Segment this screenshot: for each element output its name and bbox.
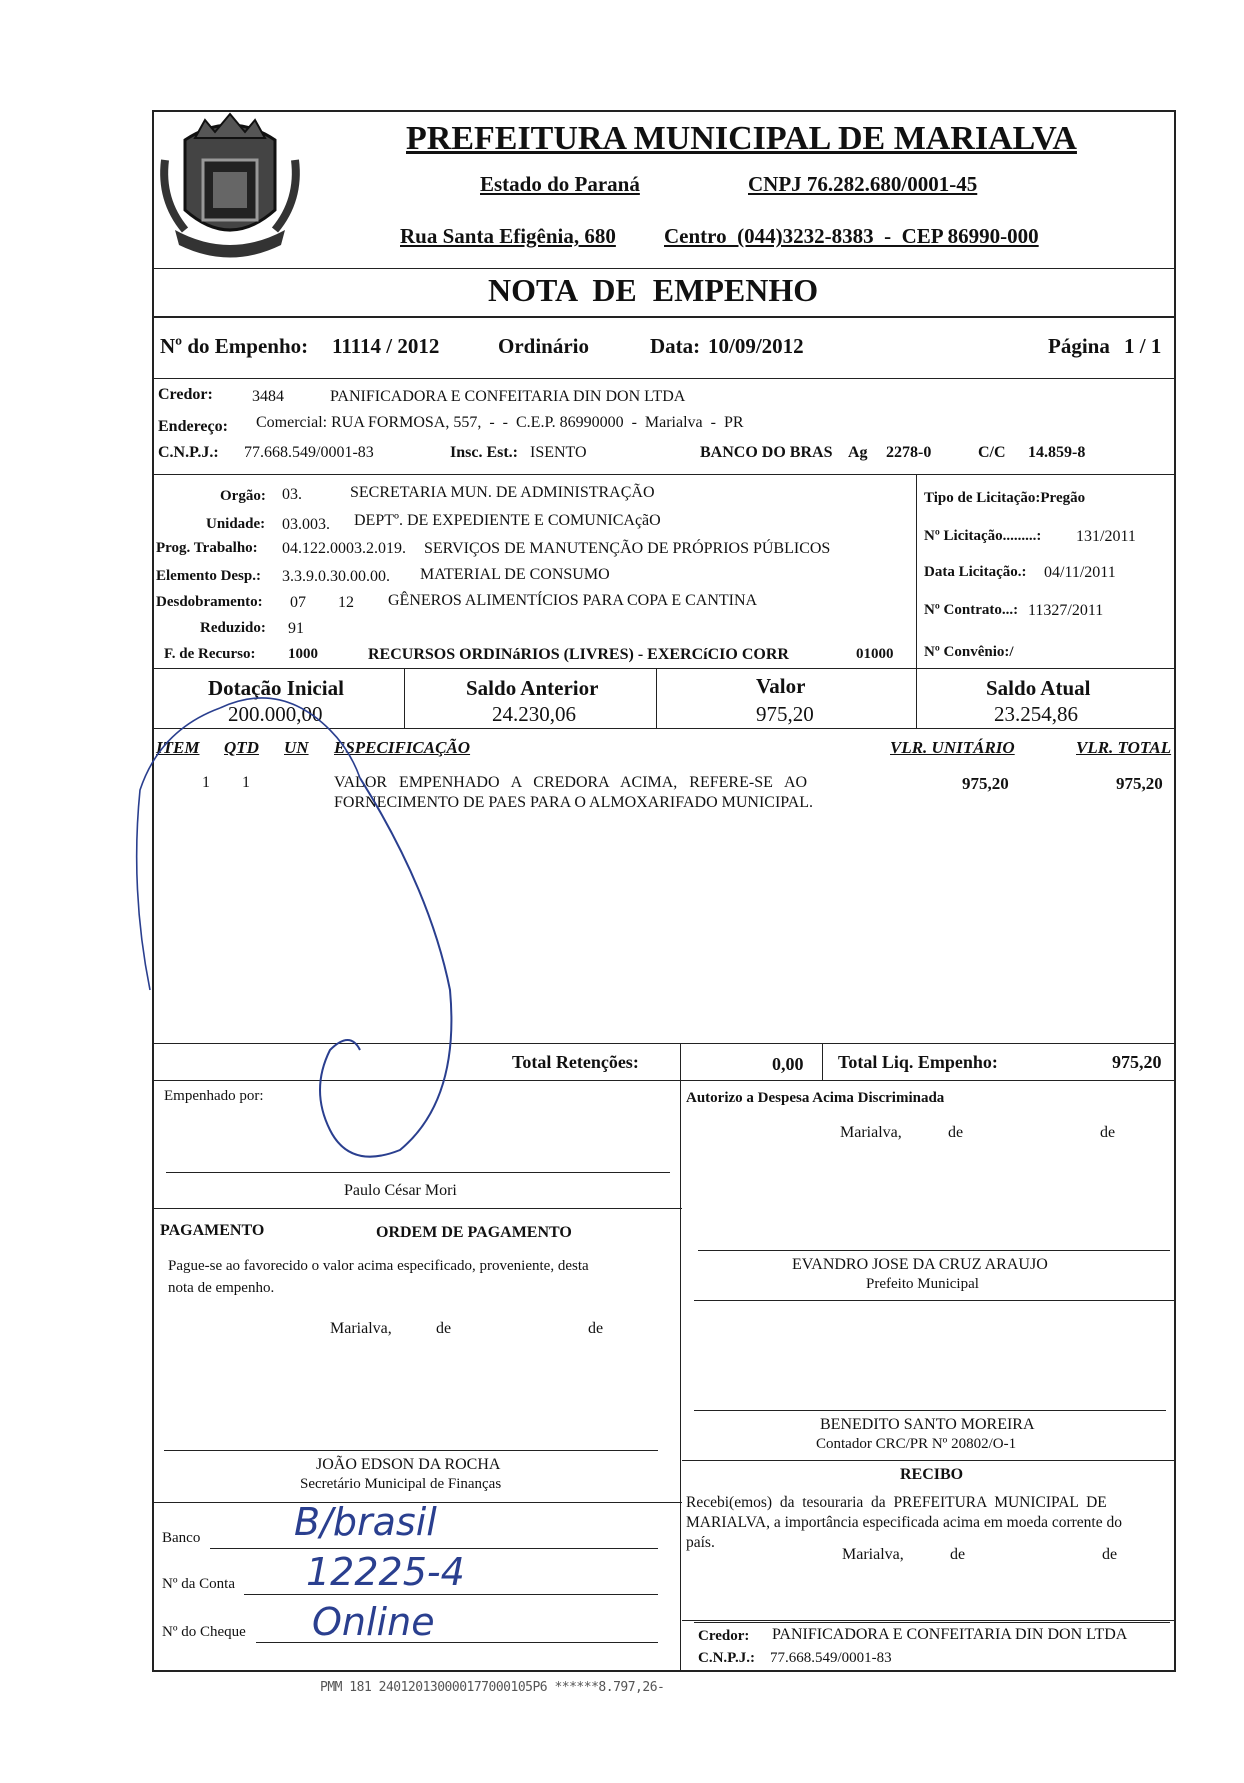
prefeito-cargo: Prefeito Municipal — [866, 1276, 979, 1292]
orgao-code: 03. — [282, 486, 302, 503]
empenho-number-label: Nº do Empenho: — [160, 334, 309, 358]
retencoes-label: Total Retenções: — [512, 1052, 639, 1072]
recibo-de2: de — [1102, 1546, 1118, 1563]
prog-code: 04.122.0003.2.019. — [282, 540, 406, 557]
banco-label: Banco — [162, 1530, 201, 1546]
saldo-atual-value: 23.254,86 — [994, 702, 1078, 726]
elemento-value: MATERIAL DE CONSUMO — [420, 566, 610, 583]
empenho-type: Ordinário — [498, 334, 590, 358]
reduzido-label: Reduzido: — [200, 620, 266, 636]
saldo-anterior-label: Saldo Anterior — [466, 676, 599, 700]
autorizo-label: Autorizo a Despesa Acima Discriminada — [686, 1090, 945, 1106]
account-label: C/C — [978, 444, 1006, 461]
especificacao-header: ESPECIFICAÇÃO — [334, 738, 471, 757]
recibo-credor-label: Credor: — [698, 1628, 750, 1644]
item-spec-line2: FORNECIMENTO DE PAES PARA O ALMOXARIFADO MUNICIPAL. — [334, 794, 814, 811]
recibo-de1: de — [950, 1546, 966, 1563]
orgao-value: SECRETARIA MUN. DE ADMINISTRAÇÃO — [350, 484, 655, 501]
endereco-label: Endereço: — [158, 418, 228, 435]
contrato-label: Nº Contrato...: — [924, 602, 1019, 618]
banco-handwritten: B/brasil — [294, 1500, 437, 1544]
cnpj-label: CNPJ 76.282.680/0001-45 — [748, 172, 978, 196]
secretario-cargo: Secretário Municipal de Finanças — [300, 1476, 502, 1492]
account-value: 14.859-8 — [1028, 444, 1086, 461]
cnpj-credor-label: C.N.P.J.: — [158, 444, 219, 461]
saldo-anterior-value: 24.230,06 — [492, 702, 576, 726]
page-number: 1 / 1 — [1124, 334, 1162, 358]
pague-text-line1: Pague-se ao favorecido o valor acima especificado, proveniente, desta — [168, 1258, 589, 1274]
convenio-label: Nº Convênio:/ — [924, 644, 1014, 660]
agency-value: 2278-0 — [886, 444, 932, 461]
liquido-value: 975,20 — [1112, 1052, 1162, 1072]
pagamento-local: Marialva, — [330, 1320, 392, 1337]
autorizo-de1: de — [948, 1124, 964, 1141]
page-title: PREFEITURA MUNICIPAL DE MARIALVA — [406, 120, 1077, 157]
licitacao-date: 04/11/2011 — [1044, 564, 1116, 581]
licitacao-number: 131/2011 — [1076, 528, 1136, 545]
recibo-cnpj-value: 77.668.549/0001-83 — [770, 1650, 892, 1666]
valor-total-header: VLR. TOTAL — [1076, 738, 1172, 757]
recibo-text-line3: país. — [686, 1534, 715, 1551]
contador-cargo: Contador CRC/PR Nº 20802/O-1 — [816, 1436, 1017, 1452]
dotacao-inicial-label: Dotação Inicial — [208, 676, 344, 700]
conta-handwritten: 12225-4 — [306, 1550, 465, 1594]
fonte-number: 01000 — [856, 646, 894, 662]
footer-code: PMM 181 240120130000177000105P6 ******8.797,26- — [320, 1680, 665, 1695]
retencoes-value: 0,00 — [772, 1054, 804, 1074]
insc-value: ISENTO — [530, 444, 587, 461]
credor-label: Credor: — [158, 386, 213, 403]
ordem-pagamento-label: ORDEM DE PAGAMENTO — [376, 1224, 572, 1241]
empenho-date-label: Data: — [650, 334, 701, 358]
orgao-label: Orgão: — [220, 488, 266, 504]
contrato-number: 11327/2011 — [1028, 602, 1104, 619]
agency-label: Ag — [848, 444, 868, 461]
elemento-label: Elemento Desp.: — [156, 568, 261, 584]
contador-nome: BENEDITO SANTO MOREIRA — [820, 1416, 1035, 1433]
handwritten-signature — [130, 690, 470, 1160]
licitacao-date-label: Data Licitação.: — [924, 564, 1027, 580]
cnpj-credor-value: 77.668.549/0001-83 — [244, 444, 374, 461]
pagamento-de1: de — [436, 1320, 452, 1337]
dotacao-inicial-value: 200.000,00 — [228, 702, 323, 726]
cheque-handwritten: Online — [312, 1600, 435, 1644]
recibo-text-line2: MARIALVA, a importância especificada acima em moeda corrente do — [686, 1514, 1122, 1531]
desdobramento-value: GÊNEROS ALIMENTÍCIOS PARA COPA E CANTINA — [388, 592, 758, 609]
cheque-label: Nº do Cheque — [162, 1624, 246, 1640]
fonte-value: RECURSOS ORDINáRIOS (LIVRES) - EXERCíCIO CORR — [368, 646, 789, 663]
insc-label: Insc. Est.: — [450, 444, 519, 461]
recibo-text-line1: Recebi(emos) da tesouraria da PREFEITURA MUNICIPAL DE — [686, 1494, 1107, 1511]
document-title: NOTA DE EMPENHO — [488, 272, 819, 308]
recibo-label: RECIBO — [900, 1466, 964, 1483]
desdobramento-a: 07 — [290, 594, 306, 611]
fonte-code: 1000 — [288, 646, 318, 662]
unidade-code: 03.003. — [282, 516, 330, 533]
reduzido-value: 91 — [288, 620, 304, 637]
empenho-number: 11114 / 2012 — [332, 334, 440, 358]
item-spec-line1: VALOR EMPENHADO A CREDORA ACIMA, REFERE-SE AO — [334, 774, 808, 791]
autorizo-de2: de — [1100, 1124, 1116, 1141]
item-header: ITEM — [156, 738, 200, 757]
valor-value: 975,20 — [756, 702, 814, 726]
desdobramento-label: Desdobramento: — [156, 594, 263, 610]
bank-name: BANCO DO BRAS — [700, 444, 833, 461]
pagamento-de2: de — [588, 1320, 604, 1337]
contact-label: Centro (044)3232-8383 - CEP 86990-000 — [664, 224, 1039, 248]
autorizo-local: Marialva, — [840, 1124, 902, 1141]
un-header: UN — [284, 738, 309, 757]
licitacao-number-label: Nº Licitação.........: — [924, 528, 1042, 544]
credor-code: 3484 — [252, 388, 284, 405]
prog-label: Prog. Trabalho: — [156, 540, 258, 556]
unidade-label: Unidade: — [206, 516, 266, 532]
item-total-value: 975,20 — [1116, 774, 1163, 793]
secretario-nome: JOÃO EDSON DA ROCHA — [316, 1456, 501, 1473]
recibo-cnpj-label: C.N.P.J.: — [698, 1650, 755, 1666]
desdobramento-b: 12 — [338, 594, 354, 611]
fonte-label: F. de Recurso: — [164, 646, 256, 662]
liquido-label: Total Liq. Empenho: — [838, 1052, 998, 1072]
prefeito-nome: EVANDRO JOSE DA CRUZ ARAUJO — [792, 1256, 1048, 1273]
address-label: Rua Santa Efigênia, 680 — [400, 224, 616, 248]
endereco-value: Comercial: RUA FORMOSA, 557, - - C.E.P. 86990000 - Marialva - PR — [256, 414, 744, 431]
elemento-code: 3.3.9.0.30.00.00. — [282, 568, 390, 585]
page-label: Página — [1048, 334, 1110, 358]
state-label: Estado do Paraná — [480, 172, 640, 196]
item-qtd: 1 — [242, 774, 250, 791]
qtd-header: QTD — [224, 738, 259, 757]
valor-unitario-header: VLR. UNITÁRIO — [890, 738, 1015, 757]
valor-label: Valor — [756, 674, 806, 698]
item-number: 1 — [202, 774, 210, 791]
empenho-date: 10/09/2012 — [708, 334, 804, 358]
saldo-atual-label: Saldo Atual — [986, 676, 1091, 700]
credor-name: PANIFICADORA E CONFEITARIA DIN DON LTDA — [330, 388, 686, 405]
recibo-credor-name: PANIFICADORA E CONFEITARIA DIN DON LTDA — [772, 1626, 1128, 1643]
pagamento-label: PAGAMENTO — [160, 1222, 265, 1239]
recibo-local: Marialva, — [842, 1546, 904, 1563]
pague-text-line2: nota de empenho. — [168, 1280, 275, 1296]
item-unit-value: 975,20 — [962, 774, 1009, 793]
empenhado-por-label: Empenhado por: — [164, 1088, 264, 1104]
conta-label: Nº da Conta — [162, 1576, 235, 1592]
prog-value: SERVIÇOS DE MANUTENÇÃO DE PRÓPRIOS PÚBLICOS — [424, 540, 831, 557]
licitacao-type: Tipo de Licitação:Pregão — [924, 490, 1086, 506]
unidade-value: DEPTº. DE EXPEDIENTE E COMUNICAçãO — [354, 512, 661, 529]
empenhado-nome: Paulo César Mori — [344, 1182, 457, 1199]
